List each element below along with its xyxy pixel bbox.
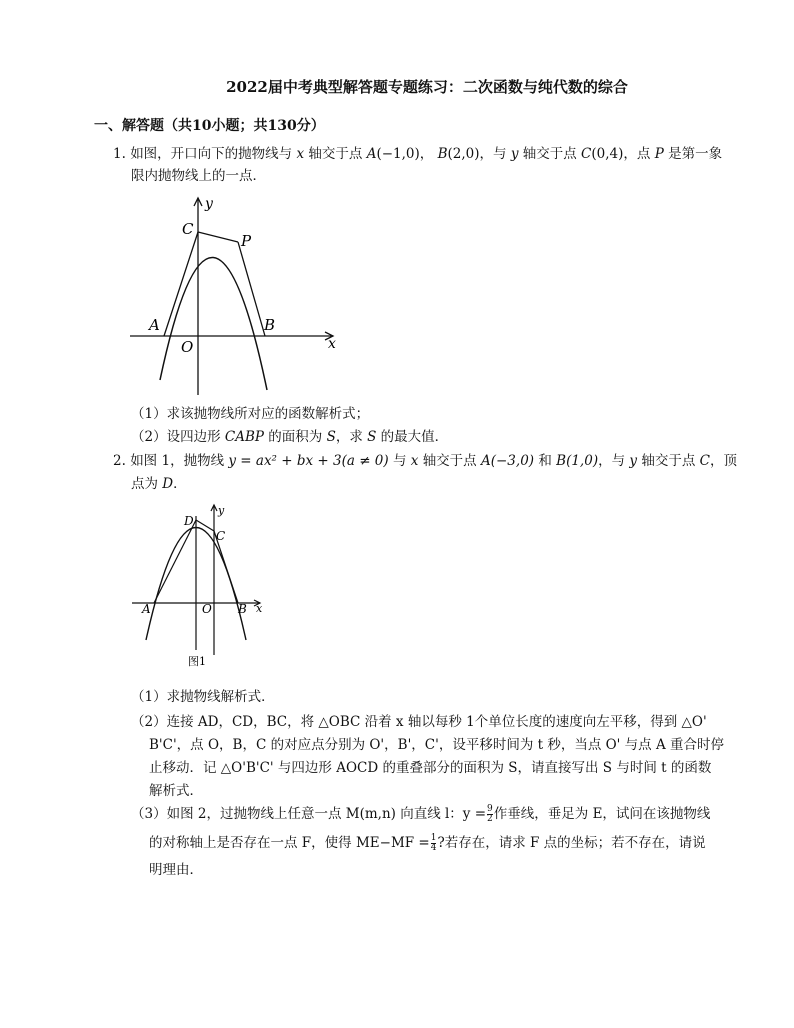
q2-y-var: y bbox=[629, 453, 638, 469]
q2-equation: y = ax² + bx + 3(a ≠ 0) bbox=[228, 453, 389, 469]
q1-quad-CABP: CABP bbox=[224, 429, 264, 445]
q2-point-D: D bbox=[162, 476, 174, 492]
q1-sub2-part: 的面积为 bbox=[268, 429, 323, 445]
q1-sub2-part: 的最大值． bbox=[380, 429, 449, 445]
q1-parabola bbox=[160, 257, 267, 390]
q1-fig-label-P: P bbox=[241, 232, 252, 250]
q1-stem-part: 是第一象 bbox=[668, 146, 723, 162]
q1-sub2 bbox=[131, 425, 448, 445]
q2-stem-part: ． bbox=[173, 476, 187, 492]
q2-sub3-part: 的对称轴上是否存在一点 F，使得 ME−MF = bbox=[149, 835, 430, 851]
q1-fig-label-O: O bbox=[181, 338, 194, 356]
q1-S-var: S bbox=[367, 429, 377, 445]
q2-number: 2. bbox=[113, 453, 126, 469]
q2-stem-part: 和 bbox=[538, 453, 552, 469]
q2-fraction-1-4 bbox=[431, 834, 437, 853]
q2-sub3-line2 bbox=[149, 831, 706, 853]
q1-stem-part: 轴交于点 bbox=[522, 146, 577, 162]
q1-point-C: C bbox=[581, 146, 592, 162]
q2-sub2-line4: 解析式． bbox=[149, 783, 203, 799]
q2-fig-label-O: O bbox=[202, 602, 212, 616]
q2-stem-part: ，顶 bbox=[709, 453, 737, 469]
q2-sub1: （1）求抛物线解析式． bbox=[131, 689, 275, 705]
q2-sub3-part: （3）如图 2，过抛物线上任意一点 M(m,n) 向直线 l：y = bbox=[131, 806, 487, 822]
q1-A-coord: (−1,0)， bbox=[376, 146, 434, 162]
q2-sub2-line1: （2）连接 AD，CD，BC，将 △OBC 沿着 x 轴以每秒 1个单位长度的速度向左平移，得到 △O' bbox=[131, 714, 707, 730]
q1-C-coord: (0,4)，点 bbox=[591, 146, 651, 162]
q1-point-B: B bbox=[437, 146, 448, 162]
q1-fig-label-x: x bbox=[328, 336, 336, 352]
q1-stem-line1 bbox=[113, 142, 722, 162]
q2-B-coord: B(1,0) bbox=[556, 453, 599, 469]
q2-fig-label-C: C bbox=[216, 529, 226, 543]
q2-figure bbox=[128, 500, 273, 672]
q1-segment-AC bbox=[164, 232, 198, 336]
q2-stem-part: 与 bbox=[392, 453, 407, 469]
q2-fig-label-A: A bbox=[142, 602, 151, 616]
q2-fig-label-D: D bbox=[184, 514, 194, 528]
q1-number: 1. bbox=[113, 146, 126, 162]
fraction-denominator: 2 bbox=[487, 814, 493, 824]
q2-fig-label-B: B bbox=[238, 602, 247, 616]
q2-fig-caption: 图1 bbox=[188, 655, 206, 668]
q1-point-A: A bbox=[366, 146, 377, 162]
q1-segment-CP bbox=[198, 232, 238, 242]
q2-segment-AD bbox=[154, 520, 196, 603]
q2-stem-part: 如图 1，抛物线 bbox=[130, 453, 225, 469]
q2-sub2-line2: B'C'，点 O，B，C 的对应点分别为 O'，B'，C'，设平移时间为 t 秒，当点 O' 与点 A 重合时停 bbox=[149, 737, 725, 753]
q1-B-coord: (2,0)，与 bbox=[447, 146, 507, 162]
q1-sub1: （1）求该抛物线所对应的函数解析式； bbox=[131, 406, 370, 422]
q1-sub2-part: ，求 bbox=[335, 429, 363, 445]
q2-stem-part: ，与 bbox=[598, 453, 626, 469]
q1-S-var: S bbox=[326, 429, 336, 445]
q1-stem-line2: 限内抛物线上的一点． bbox=[131, 168, 266, 184]
q1-fig-label-C: C bbox=[182, 220, 194, 238]
q1-x-var: x bbox=[296, 146, 305, 162]
fraction-numerator: 1 bbox=[430, 833, 437, 843]
q1-point-P: P bbox=[654, 146, 664, 162]
q1-fig-label-A: A bbox=[149, 316, 160, 334]
q1-stem-part: 如图，开口向下的抛物线与 bbox=[130, 146, 293, 162]
q2-sub3-part: ?若存在，请求 F 点的坐标；若不存在，请说 bbox=[437, 835, 706, 851]
q1-stem-part: 轴交于点 bbox=[308, 146, 363, 162]
q2-sub2-line3: 止移动．记 △O'B'C' 与四边形 AOCD 的重叠部分的面积为 S，请直接写出 S 与时间 t 的函数 bbox=[149, 760, 712, 776]
q2-x-var: x bbox=[410, 453, 419, 469]
q1-fig-label-y: y bbox=[205, 196, 213, 212]
q2-A-coord: A(−3,0) bbox=[480, 453, 535, 469]
page-title: 2022届中考典型解答题专题练习：二次函数与纯代数的综合 bbox=[226, 78, 628, 96]
q1-figure bbox=[125, 190, 350, 398]
q2-stem-line2 bbox=[131, 472, 187, 492]
q1-segment-PB bbox=[238, 242, 265, 336]
q2-sub3-part: 作垂线，垂足为 E，试问在该抛物线 bbox=[493, 806, 711, 822]
fraction-denominator: 4 bbox=[430, 843, 437, 853]
q1-sub2-part: （2）设四边形 bbox=[131, 429, 221, 445]
fraction-numerator: 9 bbox=[487, 804, 493, 814]
q2-fig-label-y: y bbox=[218, 504, 225, 517]
q2-stem-part: 点为 bbox=[131, 476, 158, 492]
q2-fraction-9-2 bbox=[487, 805, 493, 824]
q2-point-C: C bbox=[699, 453, 710, 469]
q1-fig-label-B: B bbox=[264, 316, 276, 334]
q2-stem-part: 轴交于点 bbox=[641, 453, 696, 469]
q2-sub3-line3: 明理由． bbox=[149, 862, 203, 878]
q2-stem-part: 轴交于点 bbox=[422, 453, 477, 469]
section-heading: 一、解答题（共10小题；共130分） bbox=[94, 118, 325, 134]
q2-sub3-line1 bbox=[131, 802, 710, 824]
q2-stem-line1 bbox=[113, 449, 737, 469]
q1-y-var: y bbox=[510, 146, 519, 162]
q2-fig-label-x: x bbox=[256, 602, 263, 615]
q2-segment-DC bbox=[196, 520, 214, 531]
